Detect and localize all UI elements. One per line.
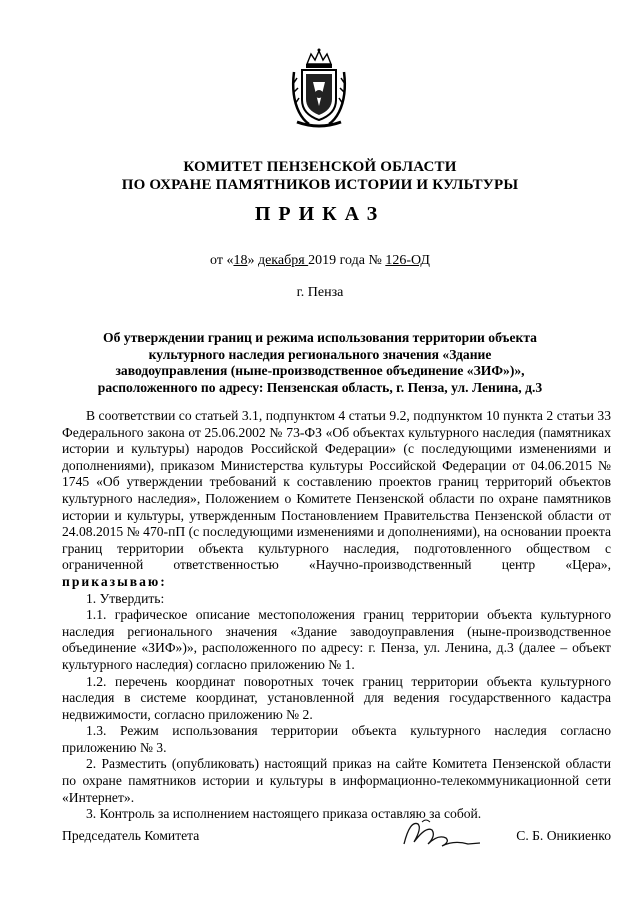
document-subject: Об утверждении границ и режима использования территории объекта культурного наследия регионального значения «Здание заводоуправления (ныне-производственное объединение «ЗИФ»)», расположенного по адресу: Пензенская область, г. Пенза, ул. Ленина, д.3 bbox=[97, 330, 543, 395]
coat-of-arms-emblem bbox=[289, 48, 349, 130]
organization-name-line-2: ПО ОХРАНЕ ПАМЯТНИКОВ ИСТОРИИ И КУЛЬТУРЫ bbox=[121, 177, 519, 193]
signer-name: С. Б. Оникиенко bbox=[516, 828, 611, 843]
document-type-title: ПРИКАЗ bbox=[254, 203, 386, 225]
organization-name-line-1: КОМИТЕТ ПЕНЗЕНСКОЙ ОБЛАСТИ bbox=[183, 159, 457, 175]
preamble-text: В соответствии со статьей 3.1, подпунктом 4 статьи 9.2, подпунктом 10 пункта 2 статьи 33 Федерального закона от 25.06.2002 № 73-ФЗ «Об объектах культурного наследия (памятниках истории и культуры) народов Российской Федерации» (с последующими изменениями и дополнениями), приказом Министерства культуры Российской Федерации от 04.06.2015 № 1745 «Об утверждении требований к составлению проектов границ территорий объектов культурного наследия», Положением о Комитете Пензенской области по охране памятников истории и культуры, утвержденным Постановлением Правительства Пензенской области от 24.08.2015 № 470-пП (с последующими изменениями и дополнениями), на основании проекта границ территории объекта культурного наследия, подготовленного обществом с ограниченной ответственностью «Научно-производственный центр «Цера», bbox=[62, 408, 611, 573]
date-month: декабря bbox=[257, 253, 309, 268]
preamble-paragraph bbox=[62, 408, 611, 591]
date-mid: » bbox=[247, 253, 258, 268]
item-2: 2. Разместить (опубликовать) настоящий приказ на сайте Комитета Пензенской области по охране памятников истории и культуры в информационно-телекоммуникационной сети «Интернет». bbox=[62, 756, 611, 805]
item-3: 3. Контроль за исполнением настоящего приказа оставляю за собой. bbox=[86, 806, 482, 822]
item-1: 1. Утвердить: bbox=[86, 590, 165, 606]
decree-word: приказываю: bbox=[62, 573, 167, 589]
city-name: г. Пенза bbox=[296, 285, 344, 300]
document-body bbox=[62, 408, 611, 823]
item-1-1: 1.1. графическое описание местоположения границ территории объекта культурного наследия регионального значения «Здание заводоуправления (ныне-производственное объединение «ЗИФ»)», расположенного по адресу: г. Пенза, ул. Ленина, д.3 (далее – объект культурного наследия) согласно приложению № 1. bbox=[62, 607, 611, 672]
date-day: 18 bbox=[233, 253, 248, 268]
item-1-3: 1.3. Режим использования территории объекта культурного наследия согласно приложению № 3. bbox=[62, 723, 611, 755]
date-prefix: от « bbox=[210, 253, 234, 268]
document-date-line bbox=[0, 253, 640, 269]
handwritten-signature bbox=[392, 814, 502, 854]
document-number: 126-ОД bbox=[385, 253, 430, 268]
signature-block bbox=[62, 828, 611, 852]
item-1-2: 1.2. перечень координат поворотных точек границ территории объекта культурного наследия в системе координат, установленной для ведения государственного кадастра недвижимости, согласно приложению № 2. bbox=[62, 673, 611, 722]
date-year: 2019 года № bbox=[308, 253, 386, 268]
signer-role: Председатель Комитета bbox=[62, 828, 200, 843]
